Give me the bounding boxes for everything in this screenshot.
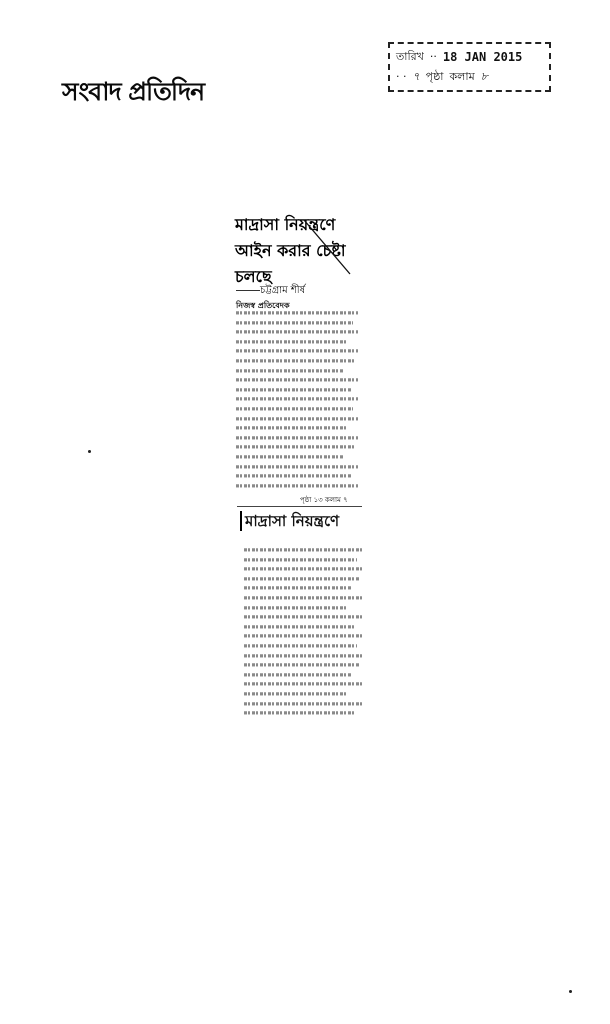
illegible-text-line — [236, 436, 358, 439]
illegible-text-line — [244, 615, 364, 618]
illegible-text-line — [244, 673, 352, 676]
archive-date-stamp: তারিখ ·· 18 JAN 2015 · · ৭ পৃষ্ঠা কলাম ৮ — [388, 42, 551, 92]
article-body-block — [236, 308, 358, 490]
illegible-text-line — [244, 654, 364, 657]
speck — [88, 450, 91, 453]
illegible-text-line — [244, 548, 364, 551]
illegible-text-line — [236, 388, 351, 391]
illegible-text-line — [244, 711, 354, 714]
continuation-body-block — [244, 545, 364, 718]
stamp-date-label: তারিখ — [396, 50, 424, 63]
illegible-text-line — [236, 369, 343, 372]
stamp-page-label: পৃষ্ঠা — [425, 70, 444, 83]
subhead-rule — [237, 506, 362, 507]
illegible-text-line — [244, 625, 354, 628]
illegible-text-line — [236, 398, 358, 401]
illegible-text-line — [236, 330, 358, 333]
pen-slash-mark — [300, 214, 360, 279]
newspaper-masthead: সংবাদ প্রতিদিন — [62, 77, 205, 106]
illegible-text-line — [236, 446, 356, 449]
continued-note: পৃষ্ঠা ১৩ কলাম ৭ — [300, 496, 348, 504]
illegible-text-line — [244, 702, 364, 705]
byline-rule — [236, 290, 260, 291]
illegible-text-line — [244, 644, 357, 647]
illegible-text-line — [236, 311, 358, 314]
illegible-text-line — [236, 378, 358, 381]
illegible-text-line — [244, 558, 357, 561]
illegible-text-line — [236, 407, 353, 410]
illegible-text-line — [236, 474, 351, 477]
illegible-text-line — [236, 465, 358, 468]
illegible-text-line — [236, 359, 356, 362]
illegible-text-line — [244, 692, 346, 695]
illegible-text-line — [236, 321, 353, 324]
continuation-subhead: মাদ্রাসা নিয়ন্ত্রণে — [240, 511, 339, 531]
illegible-text-line — [236, 455, 343, 458]
illegible-text-line — [244, 577, 360, 580]
article-byline: চট্টগ্রাম শীর্ষ — [260, 285, 306, 296]
stamp-column-value: ৮ — [480, 70, 488, 83]
article-dateline: নিজস্ব প্রতিবেদক — [236, 301, 290, 310]
illegible-text-line — [244, 567, 364, 570]
illegible-text-line — [236, 417, 358, 420]
illegible-text-line — [244, 606, 346, 609]
stamp-page-value: ৭ — [412, 70, 420, 83]
stamp-column-label: কলাম — [449, 70, 475, 83]
illegible-text-line — [236, 484, 358, 487]
illegible-text-line — [236, 350, 358, 353]
illegible-text-line — [236, 340, 348, 343]
illegible-text-line — [236, 426, 348, 429]
illegible-text-line — [244, 587, 352, 590]
illegible-text-line — [244, 596, 364, 599]
illegible-text-line — [244, 683, 364, 686]
illegible-text-line — [244, 663, 360, 666]
stamp-date-value: 18 JAN 2015 — [442, 50, 523, 64]
article-headline: মাদ্রাসা নিয়ন্ত্রণে আইন করার চেষ্টা চলছে — [235, 215, 346, 286]
speck — [569, 990, 572, 993]
illegible-text-line — [244, 635, 364, 638]
